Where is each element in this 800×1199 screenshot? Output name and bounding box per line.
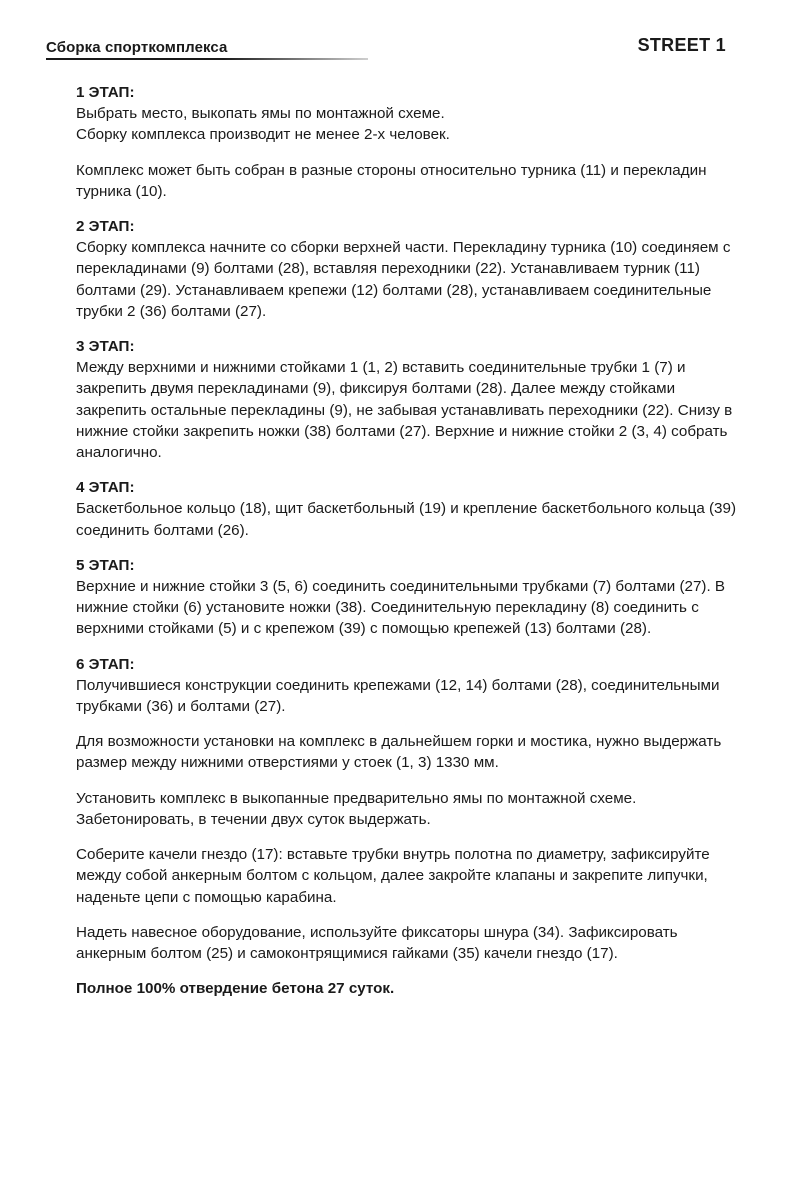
stage-3 [76,336,736,463]
stage-2 [76,216,736,322]
instructions-body [76,82,736,1013]
stage-1-line-2: Сборку комплекса производит не менее 2-х человек. [76,126,450,144]
stage-4-text: Баскетбольное кольцо (18), щит баскетбольный (19) и крепление баскетбольного кольца (39) соединить болтами (26). [76,500,737,539]
stage-3-heading: 3 ЭТАП: [76,338,135,356]
stage-5 [76,555,736,640]
direction-note-text: Комплекс может быть собран в разные стороны относительно турника (11) и перекладин турника (10). [76,161,707,200]
stage-2-heading: 2 ЭТАП: [76,218,135,236]
final-note [76,978,736,999]
concrete-note [76,788,736,830]
stage-1-heading: 1 ЭТАП: [76,84,135,101]
equipment-note [76,922,736,964]
slide-note-text: Для возможности установки на комплекс в дальнейшем горки и мостика, нужно выдержать размер между нижними отверстиями у стоек (1, 3) 1330 мм. [76,733,722,772]
stage-1-line-1: Выбрать место, выкопать ямы по монтажной схеме. [76,105,445,123]
final-note-text: Полное 100% отвердение бетона 27 суток. [76,980,395,998]
stage-4-heading: 4 ЭТАП: [76,479,135,497]
stage-6 [76,654,736,718]
stage-4 [76,477,736,541]
stage-5-heading: 5 ЭТАП: [76,556,135,574]
concrete-note-text: Установить комплекс в выкопанные предварительно ямы по монтажной схеме. Забетонировать, в течении двух суток выдержать. [76,789,637,828]
stage-2-text: Сборку комплекса начните со сборки верхней части. Перекладину турника (10) соединяем с перекладинами (9) болтами (28), вставляя переходники (22). Устанавливаем турник (11) болтами (29). Устанавливаем крепежи (12) болтами (28), устанавливаем соединительные трубки 2 (36) болтами (27). [76,239,731,320]
direction-note [76,160,736,202]
swing-note-text: Соберите качели гнездо (17): вставьте трубки внутрь полотна по диаметру, зафиксируйте между собой анкерным болтом с кольцом, далее закройте клапаны и закрепите липучки, наденьте цепи с помощью карабина. [76,846,710,906]
stage-3-text: Между верхними и нижними стойками 1 (1, 2) вставить соединительные трубки 1 (7) и закрепить двумя перекладинами (9), фиксируя болтами (28). Далее между стойками закрепить остальные перекладины (9), не забывая устанавливать переходники (22). Снизу в нижние стойки закрепить ножки (38) болтами (27). Верхние и нижние стойки 2 (3, 4) собрать аналогично. [76,359,733,462]
header-underline [46,58,368,60]
page-header [46,32,726,62]
swing-note [76,844,736,908]
stage-1 [76,82,736,146]
stage-6-heading: 6 ЭТАП: [76,655,135,673]
stage-6-text: Получившиеся конструкции соединить крепежами (12, 14) болтами (28), соединительными трубками (36) и болтами (27). [76,676,720,716]
equipment-note-text: Надеть навесное оборудование, используйте фиксаторы шнура (34). Зафиксировать анкерным болтом (25) и самоконтрящимися гайками (35) качели гнездо (17). [76,923,678,962]
document-title: Сборка спорткомплекса [46,39,228,56]
slide-note [76,731,736,773]
stage-5-text: Верхние и нижние стойки 3 (5, 6) соединить соединительными трубками (7) болтами (27). В нижние стойки (6) установите ножки (38). Соединительную перекладину (8) соединить с верхними стойками (5) и с крепежом (39) с помощью крепежей (13) болтами (28). [76,578,726,638]
model-name: STREET 1 [637,35,726,55]
